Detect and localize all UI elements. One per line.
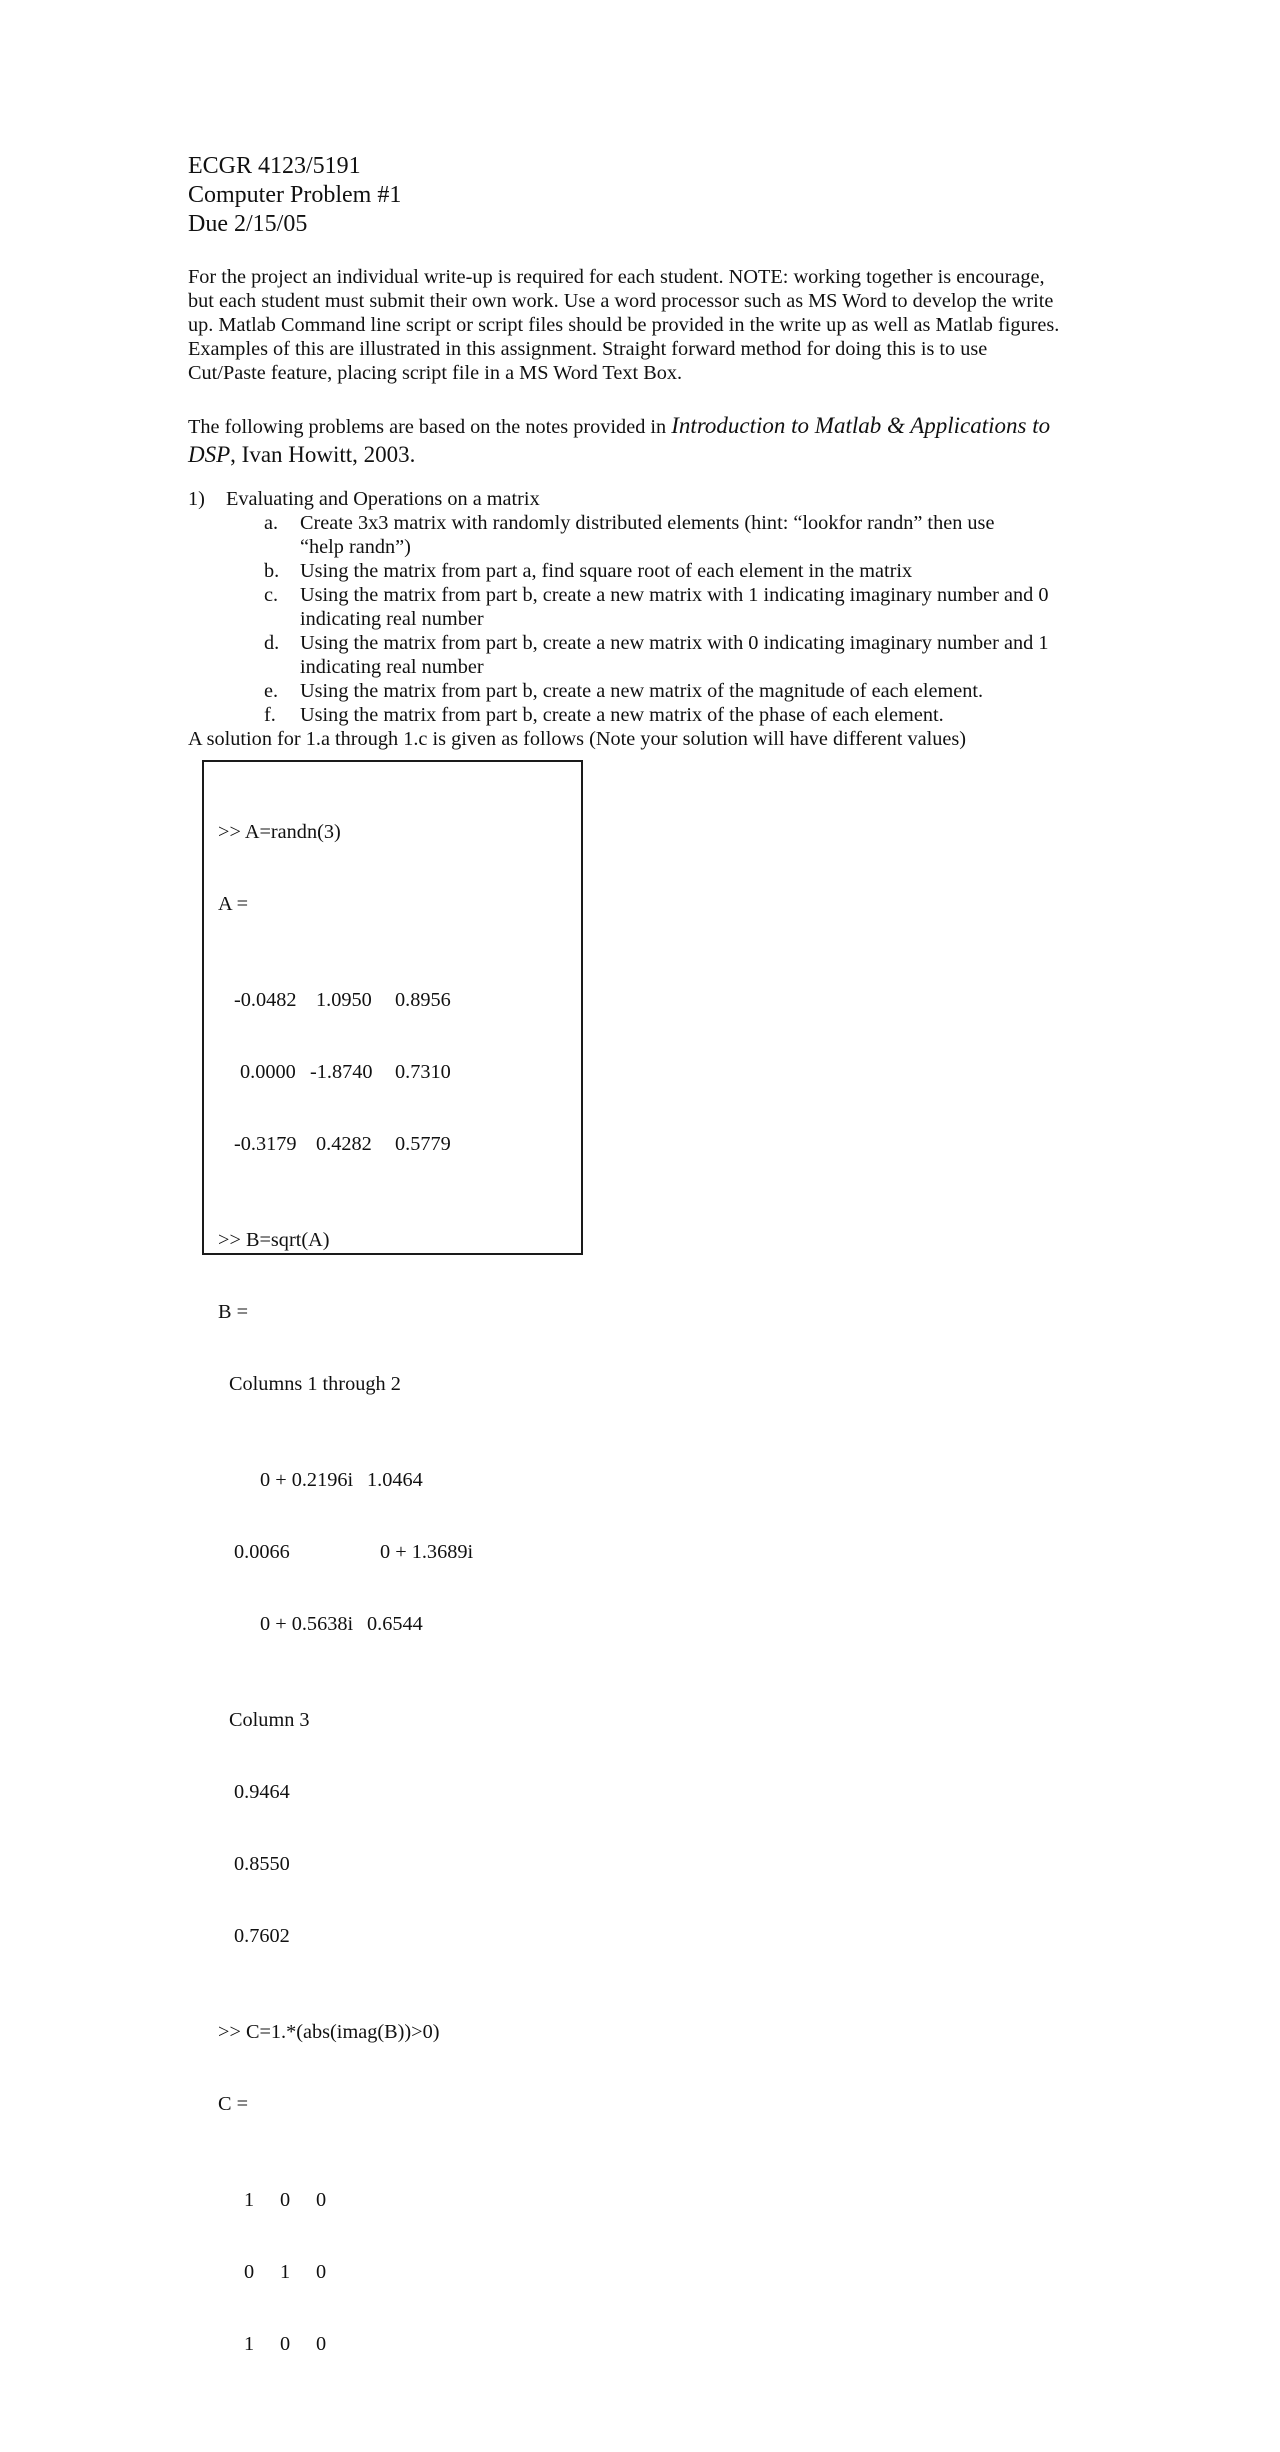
part-text: indicating real number	[300, 656, 484, 678]
command-line: >> B=sqrt(A)	[218, 1229, 330, 1251]
matrix-cell: 0.7310	[395, 1061, 451, 1083]
part-text: Using the matrix from part a, find square root of each element in the matrix	[300, 560, 913, 582]
reference-book-title: Introduction to Matlab & Applications to	[671, 413, 1051, 438]
matrix-cell: 0	[316, 2189, 327, 2211]
part-letter: e.	[264, 680, 279, 702]
matlab-text-box	[202, 760, 583, 2355]
part-text: Using the matrix from part b, create a new matrix with 1 indicating imaginary number and 0	[300, 584, 1049, 606]
course-code: ECGR 4123/5191	[188, 153, 361, 179]
reference-book-title-cont: DSP	[188, 442, 231, 467]
matrix-cell: 0	[316, 2333, 327, 2355]
matrix-cell: -1.8740	[310, 1061, 373, 1083]
matrix-cell: 0 + 0.2196i	[260, 1469, 354, 1491]
matrix-cell: 1	[244, 2333, 255, 2355]
matrix-cell: -0.3179	[234, 1133, 297, 1155]
intro-line: Examples of this are illustrated in this assignment. Straight forward method for doing this is to use	[188, 338, 988, 360]
intro-line: but each student must submit their own work. Use a word processor such as MS Word to develop the write	[188, 290, 1054, 312]
matrix-cell: 0.6544	[367, 1613, 423, 1635]
matrix-cell: 1.0950	[316, 989, 372, 1011]
part-letter: d.	[264, 632, 280, 654]
part-letter: c.	[264, 584, 279, 606]
document-header	[188, 152, 401, 239]
intro-line: For the project an individual write-up is required for each student. NOTE: working together is encourage,	[188, 266, 1045, 288]
matlab-session	[218, 772, 474, 2404]
intro-line: up. Matlab Command line script or script files should be provided in the write up as well as Matlab figures.	[188, 314, 1060, 336]
output-label: B =	[218, 1301, 249, 1323]
part-text: Create 3x3 matrix with randomly distributed elements (hint: “lookfor randn” then use	[300, 512, 995, 534]
part-e	[188, 679, 1049, 703]
columns-label: Column 3	[229, 1709, 310, 1731]
matrix-cell: 1	[280, 2261, 291, 2283]
matrix-row	[218, 1540, 474, 1564]
part-a	[188, 511, 1049, 559]
matrix-row	[218, 1468, 423, 1492]
problem-title: Evaluating and Operations on a matrix	[226, 488, 540, 510]
matrix-cell: 0.0000	[240, 1061, 296, 1083]
matrix-row	[218, 1132, 451, 1156]
part-text: Using the matrix from part b, create a new matrix of the phase of each element.	[300, 704, 944, 726]
matrix-cell: 0.4282	[316, 1133, 372, 1155]
matrix-cell: 0	[280, 2189, 291, 2211]
matrix-cell: 0.8956	[395, 989, 451, 1011]
command-line: >> A=randn(3)	[218, 821, 341, 843]
columns-label: Columns 1 through 2	[229, 1373, 401, 1395]
intro-paragraph	[188, 265, 1088, 385]
matrix-cell: 0.9464	[234, 1781, 290, 1803]
matrix-cell: 0.0066	[234, 1541, 290, 1563]
part-f	[188, 703, 1049, 727]
part-c	[188, 583, 1049, 631]
matrix-row	[218, 2332, 327, 2356]
matrix-row	[218, 1612, 423, 1636]
reference-paragraph	[188, 412, 1088, 468]
problem-1-heading	[188, 487, 540, 511]
part-text: “help randn”)	[300, 536, 411, 558]
part-letter: f.	[264, 704, 276, 726]
matrix-cell: 0	[316, 2261, 327, 2283]
matrix-row	[218, 2260, 327, 2284]
problem-1-parts	[188, 511, 1049, 727]
reference-author: , Ivan Howitt, 2003.	[230, 442, 416, 467]
matrix-row	[218, 2188, 327, 2212]
output-label: C =	[218, 2093, 249, 2115]
assignment-title: Computer Problem #1	[188, 182, 402, 208]
output-label: A =	[218, 893, 249, 915]
matrix-cell: 0.8550	[234, 1853, 290, 1875]
part-letter: a.	[264, 512, 279, 534]
command-line: >> C=1.*(abs(imag(B))>0)	[218, 2021, 440, 2043]
matrix-cell: 0 + 0.5638i	[260, 1613, 354, 1635]
intro-line: Cut/Paste feature, placing script file in a MS Word Text Box.	[188, 362, 683, 384]
reference-prefix: The following problems are based on the notes provided in	[188, 416, 672, 438]
solution-note: A solution for 1.a through 1.c is given as follows (Note your solution will have different values)	[188, 728, 967, 750]
matrix-row	[218, 1060, 451, 1084]
matrix-cell: 0	[280, 2333, 291, 2355]
matrix-cell: -0.0482	[234, 989, 297, 1011]
part-b	[188, 559, 1049, 583]
part-text: indicating real number	[300, 608, 484, 630]
part-text: Using the matrix from part b, create a new matrix with 0 indicating imaginary number and 1	[300, 632, 1049, 654]
problem-number: 1)	[188, 488, 205, 510]
matrix-cell: 0	[244, 2261, 255, 2283]
due-date: Due 2/15/05	[188, 211, 308, 237]
matrix-cell: 1	[244, 2189, 255, 2211]
part-letter: b.	[264, 560, 280, 582]
part-text: Using the matrix from part b, create a new matrix of the magnitude of each element.	[300, 680, 984, 702]
matrix-cell: 0.5779	[395, 1133, 451, 1155]
part-d	[188, 631, 1049, 679]
matrix-cell: 0 + 1.3689i	[380, 1541, 474, 1563]
matrix-cell: 1.0464	[367, 1469, 423, 1491]
matrix-row	[218, 988, 451, 1012]
matrix-cell: 0.7602	[234, 1925, 290, 1947]
